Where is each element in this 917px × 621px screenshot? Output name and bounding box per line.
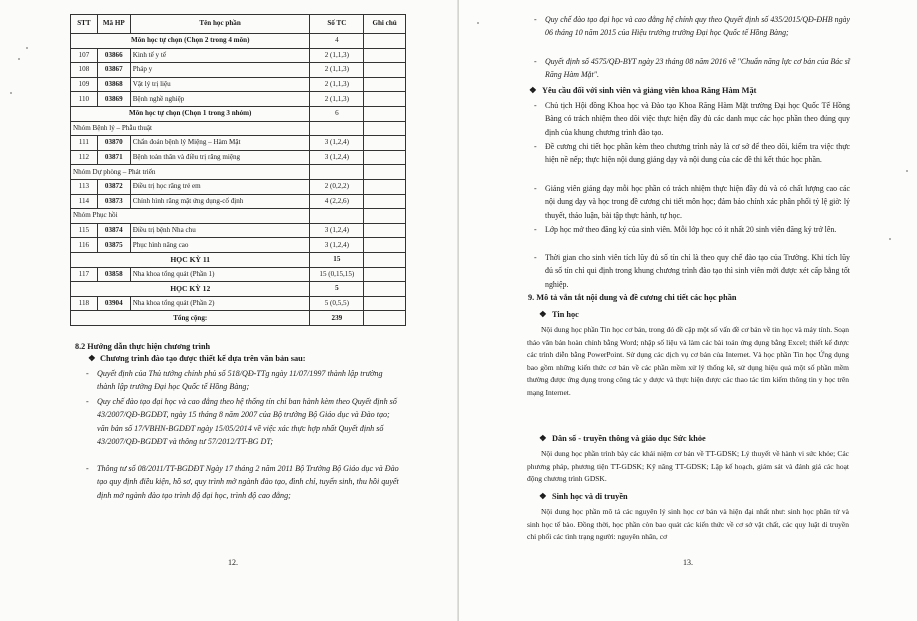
cell-so-tc	[310, 209, 364, 224]
cell-stt: 110	[71, 92, 98, 107]
list-item	[86, 462, 400, 502]
cell-stt: 109	[71, 77, 98, 92]
dash-bullet: -	[534, 253, 537, 262]
list-item-text: Giảng viên giảng dạy mỗi học phần có trách nhiệm thực hiện đầy đủ và có chất lượng cao các nội dung dạy và học trong đề cương chi tiết môn học; đảm bảo chính xác phân phối tỷ lệ giờ: lý thuyết, thảo luận, bài tập thực hành, tự học.	[545, 184, 850, 220]
cell-ghi-chu	[364, 48, 406, 63]
course-heading-dan-so	[539, 433, 706, 443]
cell-ma-hp: 03871	[97, 150, 130, 165]
group-label: Môn học tự chọn (Chọn 1 trong 3 nhóm)	[71, 106, 310, 121]
cell-so-tc: 3 (1,2,4)	[310, 136, 364, 151]
course-description: Nội dung học phần trình bày các khái niệm cơ bản về TT-GDSK; Lý thuyết về hành vi sức khỏe; Các phương pháp, phương tiện TT-GDSK; Kỹ năng TT-GDSK; Lập kế hoạch, giám sát và đánh giá các hoạt động chương trình GDSK.	[527, 449, 849, 484]
cell-stt: 113	[71, 179, 98, 194]
cell-ghi-chu	[364, 77, 406, 92]
col-header-so-tc: Số TC	[310, 15, 364, 34]
cell-ten-hoc-phan: Điều trị học răng trẻ em	[130, 179, 310, 194]
cell-stt: 114	[71, 194, 98, 209]
cell-ten-hoc-phan: Bệnh nghề nghiệp	[130, 92, 310, 107]
dash-bullet: -	[534, 184, 537, 193]
cell-ma-hp: 03867	[97, 63, 130, 78]
dash-bullet: -	[86, 369, 89, 378]
col-header-ma-hp: Mã HP	[97, 15, 130, 34]
right-page	[459, 0, 917, 621]
design-basis-heading	[88, 353, 306, 363]
list-item	[534, 251, 850, 291]
list-item-text: Thời gian cho sinh viên tích lũy đủ số tín chỉ là theo quy chế đào tạo của Trường. Khi tích lũy đủ số tín chỉ qui định trong khung chương trình đào tạo thì sinh viên mới được xét cấp bằng tốt nghiệp.	[545, 253, 850, 289]
cell-stt: 116	[71, 238, 98, 253]
cell-ten-hoc-phan: Bệnh toàn thân và điều trị răng miệng	[130, 150, 310, 165]
design-basis-text: Chương trình đào tạo được thiết kế dựa trên văn bản sau:	[100, 354, 306, 363]
cell-ma-hp: 03858	[97, 267, 130, 282]
list-item	[86, 367, 400, 394]
cell-so-tc: 5 (0,5,5)	[310, 296, 364, 311]
table-row	[71, 194, 406, 209]
cell-ghi-chu	[364, 92, 406, 107]
cell-ma-hp: 03866	[97, 48, 130, 63]
cell-ghi-chu	[364, 282, 406, 297]
table-row	[71, 92, 406, 107]
cell-ma-hp: 03870	[97, 136, 130, 151]
cell-so-tc: 2 (1,1,3)	[310, 92, 364, 107]
total-label: Tổng cộng:	[71, 311, 310, 326]
list-item	[534, 223, 850, 236]
cell-ma-hp: 03872	[97, 179, 130, 194]
elective-group-row	[71, 34, 406, 49]
semester-row	[71, 282, 406, 297]
curriculum-table	[70, 14, 406, 326]
cell-ma-hp: 03874	[97, 223, 130, 238]
course-heading-sinh-hoc	[539, 491, 628, 501]
cell-ghi-chu	[364, 106, 406, 121]
cell-ghi-chu	[364, 267, 406, 282]
left-page	[0, 0, 458, 621]
cell-ghi-chu	[364, 179, 406, 194]
course-heading-text: Sinh học và di truyền	[552, 492, 628, 501]
cell-ten-hoc-phan: Nha khoa tổng quát (Phần 2)	[130, 296, 310, 311]
table-body	[71, 34, 406, 326]
diamond-bullet-icon: ❖	[88, 354, 96, 363]
diamond-bullet-icon: ❖	[539, 434, 547, 443]
cell-ten-hoc-phan: Chỉnh hình răng mặt ứng dụng-cố định	[130, 194, 310, 209]
scan-speck	[889, 238, 891, 240]
section-8-2-heading: 8.2 Hướng dẫn thực hiện chương trình	[75, 342, 211, 351]
cell-ten-hoc-phan: Nha khoa tổng quát (Phần 1)	[130, 267, 310, 282]
cell-so-tc: 3 (1,2,4)	[310, 238, 364, 253]
cell-ten-hoc-phan: Điều trị bệnh Nha chu	[130, 223, 310, 238]
subgroup-row	[71, 209, 406, 224]
col-header-stt: STT	[71, 15, 98, 34]
table-row	[71, 223, 406, 238]
cell-stt: 115	[71, 223, 98, 238]
cell-ghi-chu	[364, 136, 406, 151]
elective-group-row	[71, 106, 406, 121]
cell-stt: 112	[71, 150, 98, 165]
scan-speck	[477, 22, 479, 24]
cell-ghi-chu	[364, 150, 406, 165]
cell-so-tc: 15 (0,15,15)	[310, 267, 364, 282]
group-label: Môn học tự chọn (Chọn 2 trong 4 môn)	[71, 34, 310, 49]
cell-ma-hp: 03873	[97, 194, 130, 209]
cell-ghi-chu	[364, 34, 406, 49]
list-item-text: Quyết định số 4575/QĐ-BYT ngày 23 tháng 08 năm 2016 về "Chuẩn năng lực cơ bản của Bác sĩ Răng Hàm Mặt".	[545, 57, 850, 80]
requirements-heading	[529, 85, 756, 95]
cell-so-tc: 6	[310, 106, 364, 121]
subgroup-label: Nhóm Bệnh lý – Phẫu thuật	[71, 121, 310, 136]
dash-bullet: -	[86, 464, 89, 473]
dash-bullet: -	[534, 142, 537, 151]
scan-speck	[26, 47, 28, 49]
page-number-right: 13.	[683, 558, 693, 567]
semester-row	[71, 252, 406, 267]
cell-ghi-chu	[364, 296, 406, 311]
dash-bullet: -	[86, 397, 89, 406]
total-row	[71, 311, 406, 326]
list-item	[86, 395, 400, 449]
subgroup-label: Nhóm Phục hồi	[71, 209, 310, 224]
list-item-text: Quyết định của Thủ tướng chính phủ số 518/QĐ-TTg ngày 11/07/1997 thành lập trường thành lập trường Đại học Quốc tế Hồng Bàng;	[97, 369, 383, 392]
requirements-heading-text: Yêu cầu đối với sinh viên và giảng viên khoa Răng Hàm Mặt	[542, 86, 757, 95]
scan-speck	[906, 170, 908, 172]
table-row	[71, 77, 406, 92]
subgroup-label: Nhóm Dự phòng – Phát triển	[71, 165, 310, 180]
cell-ma-hp: 03875	[97, 238, 130, 253]
diamond-bullet-icon: ❖	[539, 492, 547, 501]
table-row	[71, 179, 406, 194]
list-item	[534, 140, 850, 167]
cell-so-tc	[310, 165, 364, 180]
table-header-row	[71, 15, 406, 34]
cell-so-tc: 4	[310, 34, 364, 49]
semester-label: HỌC KỲ 12	[71, 282, 310, 297]
cell-ghi-chu	[364, 121, 406, 136]
table-row	[71, 63, 406, 78]
cell-ten-hoc-phan: Chẩn đoán bệnh lý Miệng – Hàm Mặt	[130, 136, 310, 151]
list-item-text: Lớp học mở theo đăng ký của sinh viên. Mỗi lớp học có ít nhất 20 sinh viên đăng ký trở lên.	[545, 225, 837, 234]
cell-ghi-chu	[364, 238, 406, 253]
cell-so-tc: 3 (1,2,4)	[310, 223, 364, 238]
cell-ghi-chu	[364, 209, 406, 224]
course-heading-tin-hoc	[539, 309, 579, 319]
table-row	[71, 238, 406, 253]
list-item-text: Đề cương chi tiết học phần kèm theo chương trình này là cơ sở để theo dõi, kiểm tra việc thực hiện nề nếp; thực hiện nội dung giảng dạy và nội dung của các đề thi kết thúc học phần.	[545, 142, 850, 165]
scan-speck	[10, 92, 12, 94]
cell-so-tc: 4 (2,2,6)	[310, 194, 364, 209]
cell-stt: 108	[71, 63, 98, 78]
cell-ma-hp: 03869	[97, 92, 130, 107]
course-description: Nội dung học phần mô tả các nguyên lý sinh học cơ bản và hiện đại nhất như: sinh học phân tử và sinh học tế bào. Đồng thời, học phần còn bao quát các kiến thức về cơ sở vật chất, các quy luật di truyền chi phối các tình trạng người: nguyên nhân, cơ	[527, 507, 849, 542]
course-heading-text: Tin học	[552, 310, 579, 319]
cell-ma-hp: 03904	[97, 296, 130, 311]
cell-ghi-chu	[364, 311, 406, 326]
cell-ghi-chu	[364, 194, 406, 209]
cell-ghi-chu	[364, 252, 406, 267]
dash-bullet: -	[534, 15, 537, 24]
dash-bullet: -	[534, 225, 537, 234]
cell-ghi-chu	[364, 165, 406, 180]
cell-ghi-chu	[364, 63, 406, 78]
scan-speck	[18, 58, 20, 60]
diamond-bullet-icon: ❖	[529, 86, 537, 95]
cell-ten-hoc-phan: Vật lý trị liệu	[130, 77, 310, 92]
cell-stt: 107	[71, 48, 98, 63]
list-item	[534, 13, 850, 40]
cell-so-tc: 5	[310, 282, 364, 297]
list-item-text: Quy chế đào tạo đại học và cao đẳng theo hệ thống tín chỉ ban hành kèm theo Quyết định số 43/2007/QĐ-BGDĐT, ngày 15 tháng 8 năm 2007 của Bộ trưởng Bộ Giáo dục và Đào tạo; văn bản số 17/VBHN-BGDĐT ngày 15/05/2014 về việc xác thực hợp nhất Quyết định số 43/2007/QĐ-BGDĐT và thông tư 57/2012/TT-BG DT;	[97, 397, 397, 447]
table-row	[71, 48, 406, 63]
subgroup-row	[71, 121, 406, 136]
page-number-left: 12.	[228, 558, 238, 567]
dash-bullet: -	[534, 101, 537, 110]
cell-ma-hp: 03868	[97, 77, 130, 92]
cell-ten-hoc-phan: Phục hình nâng cao	[130, 238, 310, 253]
subgroup-row	[71, 165, 406, 180]
course-description: Nội dung học phần Tin học cơ bản, trong đó đề cập một số vấn đề cơ bản về tin học và máy tính. Soạn thảo văn bản hoàn chỉnh bằng Word; nhập số liệu và làm các bài toán ứng dụng bằng Excel; thiết kế được các trình diễn bằng PowerPoint. Sử dụng các dịch vụ cơ bản của Internet. Và học phần Tin học Ứng dụng bao gồm những kiến thức cơ bản về các phần mềm xử lý thống kê, sử dụng hiệu quả một số phần mềm thường được ứng dụng trong công tác y dược và thực hiện được các thao tác tìm kiếm thông tin y học trên mạng Internet.	[527, 325, 849, 397]
table-row	[71, 267, 406, 282]
dash-bullet: -	[534, 57, 537, 66]
diamond-bullet-icon: ❖	[539, 310, 547, 319]
cell-so-tc: 2 (0,2,2)	[310, 179, 364, 194]
cell-so-tc: 3 (1,2,4)	[310, 150, 364, 165]
table-row	[71, 296, 406, 311]
cell-so-tc: 2 (1,1,3)	[310, 77, 364, 92]
semester-label: HỌC KỲ 11	[71, 252, 310, 267]
cell-so-tc: 2 (1,1,3)	[310, 48, 364, 63]
cell-stt: 118	[71, 296, 98, 311]
col-header-ghi-chu: Ghi chú	[364, 15, 406, 34]
course-heading-text: Dân số - truyền thông và giáo dục Sức khỏe	[552, 434, 706, 443]
cell-stt: 117	[71, 267, 98, 282]
cell-so-tc: 2 (1,1,3)	[310, 63, 364, 78]
list-item-text: Quy chế đào tạo đại học và cao đẳng hệ chính quy theo Quyết định số 435/2015/QĐ-ĐHB ngày 06 tháng 10 năm 2015 của Hiệu trưởng trường Đại học Quốc tế Hồng Bàng;	[545, 15, 850, 38]
cell-ten-hoc-phan: Kinh tế y tế	[130, 48, 310, 63]
list-item-text: Chủ tịch Hội đồng Khoa học và Đào tạo Khoa Răng Hàm Mặt trường Đại học Quốc Tế Hồng Bàng có trách nhiệm theo dõi việc thực hiện đầy đủ các danh mục các học phần theo đúng quy định của khung chương trình đào tạo.	[545, 101, 850, 137]
list-item	[534, 99, 850, 139]
list-item-text: Thông tư số 08/2011/TT-BGDĐT Ngày 17 tháng 2 năm 2011 Bộ Trưởng Bộ Giáo dục và Đào tạo quy định điều kiện, hồ sơ, quy trình mở ngành đào tạo, đình chỉ, tuyển sinh, thu hồi quyết định mở ngành đào tạo trình độ đại học, trình độ cao đẳng;	[97, 464, 399, 500]
table-row	[71, 150, 406, 165]
table-row	[71, 136, 406, 151]
cell-ghi-chu	[364, 223, 406, 238]
section-9-heading: 9. Mô tả vắn tắt nội dung và đề cương chi tiết các học phần	[528, 293, 737, 302]
cell-so-tc: 15	[310, 252, 364, 267]
list-item	[534, 182, 850, 222]
list-item	[534, 55, 850, 82]
cell-so-tc	[310, 121, 364, 136]
cell-so-tc: 239	[310, 311, 364, 326]
cell-ten-hoc-phan: Pháp y	[130, 63, 310, 78]
col-header-ten-hoc-phan: Tên học phần	[130, 15, 310, 34]
cell-stt: 111	[71, 136, 98, 151]
